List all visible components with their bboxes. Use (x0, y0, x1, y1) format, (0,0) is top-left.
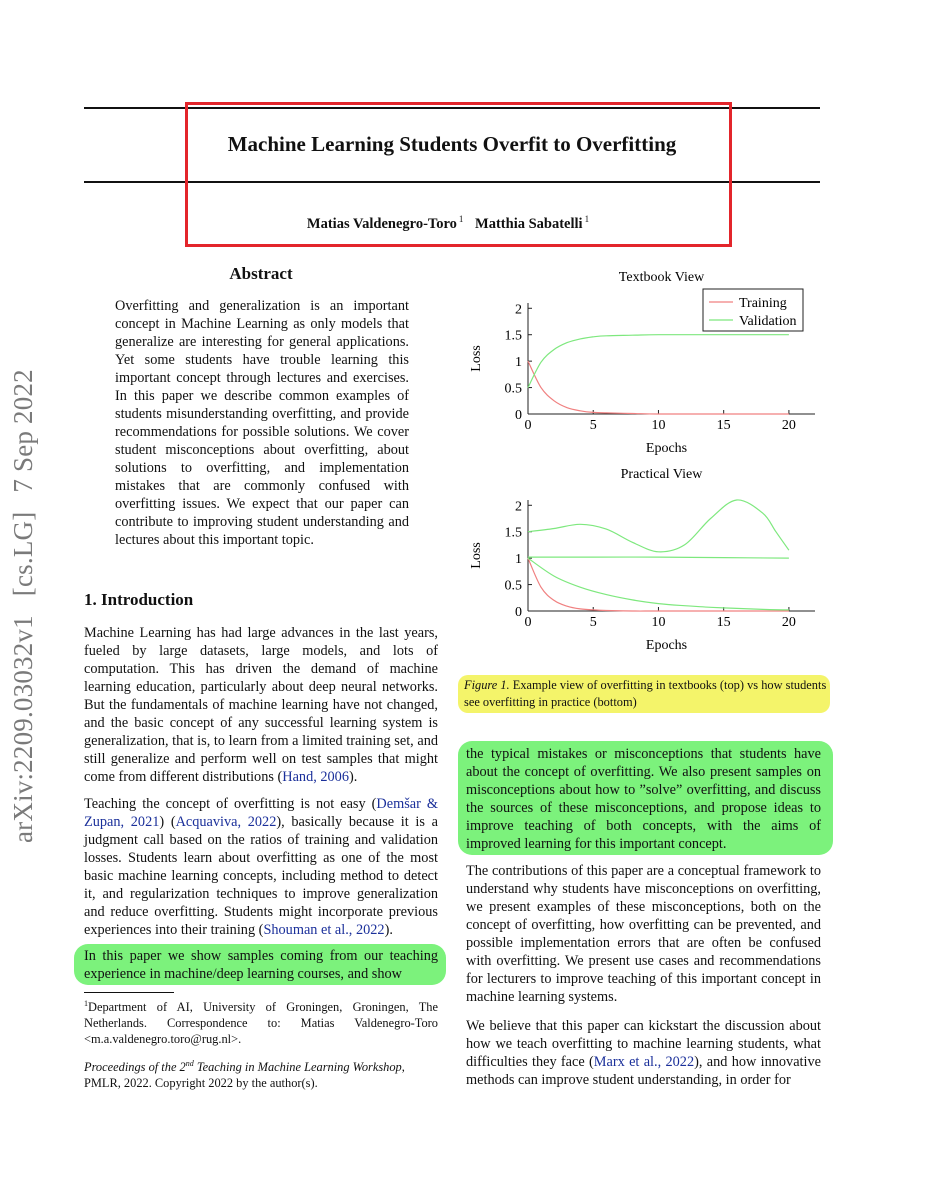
series-line-flat-validation (528, 557, 789, 558)
paragraph-text: We believe that this paper can kickstart the discussion about how we teach overfitting to machine learning students, what difficulties they face ( (466, 1018, 821, 1070)
intro-paragraph-1 (84, 624, 438, 786)
caption-label: Figure 1. (464, 678, 510, 692)
x-tick-label: 15 (716, 615, 731, 630)
y-tick-label: 2 (515, 302, 522, 318)
author-name: Matias Valdenegro-Toro (306, 215, 457, 232)
affiliation-mark: 1 (584, 214, 590, 224)
x-tick-label: 5 (589, 418, 597, 433)
y-tick-label: 1 (515, 355, 522, 371)
x-tick-label: 15 (716, 418, 731, 433)
x-tick-label: 5 (589, 615, 597, 630)
series-line-training-slow- (528, 558, 789, 610)
y-tick-label: 0 (515, 408, 522, 423)
arxiv-stamp (8, 357, 39, 843)
y-axis-label: Loss (469, 542, 484, 569)
citation-link[interactable]: Marx et al., 2022 (593, 1054, 695, 1070)
series-line-training (528, 361, 789, 414)
caption-text: Example view of overfitting in textbooks (top) vs how students see overfitting in practice (bottom) (464, 678, 827, 709)
x-tick-label: 0 (524, 615, 532, 630)
chart-title: Practical View (620, 467, 703, 482)
paragraph-text: Teaching the concept of overfitting is not easy ( (84, 796, 377, 812)
x-tick-label: 10 (651, 615, 666, 630)
arxiv-category: [cs.LG] (8, 511, 38, 597)
abstract-heading: Abstract (229, 264, 293, 283)
citation-link[interactable]: Acquaviva, 2022 (175, 814, 277, 830)
arxiv-id: arXiv:2209.03032v1 (8, 615, 38, 843)
footnote-mark: 1 (84, 999, 88, 1008)
section-heading: 1. Introduction (84, 590, 194, 609)
proceedings-text: , PMLR, 2022. Copyright 2022 by the author(s). (84, 1060, 405, 1091)
y-tick-label: 1.5 (504, 328, 522, 344)
series-line-oscillating-validation (528, 500, 789, 552)
x-tick-label: 0 (524, 418, 532, 433)
affiliation-mark: 1 (458, 214, 464, 224)
contributions-paragraph: The contributions of this paper are a conceptual framework to understand why students have misconceptions on overfitting, we present examples of these misconceptions, both on the concept of overfitting, how overfitting can be prevented, and possible implementation errors that are often be confused with overfitting. We present use cases and recommendations for lecturers to improve teaching of this important concept in machine learning systems. (466, 863, 821, 1005)
legend-label: Training (739, 296, 787, 311)
proceedings-sup: nd (185, 1059, 194, 1068)
figure-caption (464, 677, 834, 711)
x-axis-label: Epochs (645, 638, 688, 653)
proceedings-note (84, 1056, 438, 1091)
citation-link[interactable]: Demšar & Zupan, 2021 (84, 796, 438, 830)
footnote (84, 996, 438, 1047)
x-tick-label: 20 (781, 418, 796, 433)
y-tick-label: 0.5 (504, 381, 522, 397)
series-line-validation (528, 335, 789, 388)
right-paragraph-1-highlighted: the typical mistakes or misconceptions that students have about the concept of overfitting. We also present samples on misconceptions about how to ”solve” overfitting, and discuss the sources of these misconceptions, and propose ideas to improve teaching of both concepts, with the aims of improved learning for this important concept. (466, 746, 821, 852)
y-tick-label: 0 (515, 605, 522, 620)
y-axis-label: Loss (469, 345, 484, 372)
x-axis-label: Epochs (645, 441, 688, 456)
citation-link[interactable]: Shouman et al., 2022 (263, 922, 385, 938)
y-tick-label: 1 (515, 552, 522, 568)
proceedings-text: Teaching in Machine Learning Workshop (193, 1060, 402, 1075)
paragraph-text: Machine Learning has had large advances in the last years, fueled by large datasets, large models, and lots of computation. This has driven the demand of machine learning education, particularly about deep neural networks. But the fundamentals of machine learning have not changed, and the basic concept of any successful learning system is generalization, that is, to learn from a limited training set, and still generalize and perform well on test samples that might come from different distributions ( (84, 625, 438, 785)
right-paragraph-3 (466, 1017, 821, 1089)
proceedings-text: Proceedings of the 2 (84, 1060, 186, 1075)
paragraph-text: ), basically because it is a judgment call based on the ratios of training and validation losses. Students learn about overfitting as one of the most basic machine learning concepts, including method to detect it, and regularization techniques to improve generalization and reduce overfitting. Students might incorporate previous experiences into their training ( (84, 814, 438, 938)
intro-paragraph-2 (84, 795, 438, 939)
author-name: Matthia Sabatelli (475, 215, 583, 232)
legend-label: Validation (739, 314, 797, 329)
paragraph-text: ), and how innovative methods can improve student understanding, in order for (466, 1054, 821, 1088)
x-tick-label: 20 (781, 615, 796, 630)
y-tick-label: 1.5 (504, 525, 522, 541)
paragraph-text: ) ( (159, 814, 176, 830)
paper-title: Machine Learning Students Overfit to Overfitting (227, 132, 677, 156)
y-tick-label: 2 (515, 499, 522, 515)
figure-1-charts (455, 262, 835, 662)
paragraph-text: ). (384, 922, 393, 938)
footnote-rule (84, 992, 174, 993)
chart-title: Textbook View (618, 270, 705, 285)
x-tick-label: 10 (651, 418, 666, 433)
paragraph-text: ). (348, 769, 358, 785)
title-annotation-box (185, 102, 732, 247)
y-tick-label: 0.5 (504, 578, 522, 594)
footnote-text: Department of AI, University of Groningen, Groningen, The Netherlands. Correspondence to: Matias Valdenegro-Toro <m.a.valdenegro.toro@rug.nl>. (84, 1000, 438, 1047)
arxiv-date: 7 Sep 2022 (8, 369, 38, 493)
intro-paragraph-3-highlighted: In this paper we show samples coming from our teaching experience in machine/deep learning courses, and show (84, 948, 438, 982)
citation-link[interactable]: Hand, 2006 (282, 769, 349, 785)
abstract-text: Overfitting and generalization is an important concept in Machine Learning as only models that generalize are interesting for general applications. Yet some students have trouble learning this important concept through lectures and exercises. In this paper we describe common examples of students misunderstanding overfitting, and provide recommendations for possible solutions. We cover student misconceptions about overfitting, about solutions to overfitting, and implementation mistakes that are commonly confused with overfitting issues. We expect that our paper can contribute to improving student understanding and lectures about this important topic. (115, 298, 409, 548)
